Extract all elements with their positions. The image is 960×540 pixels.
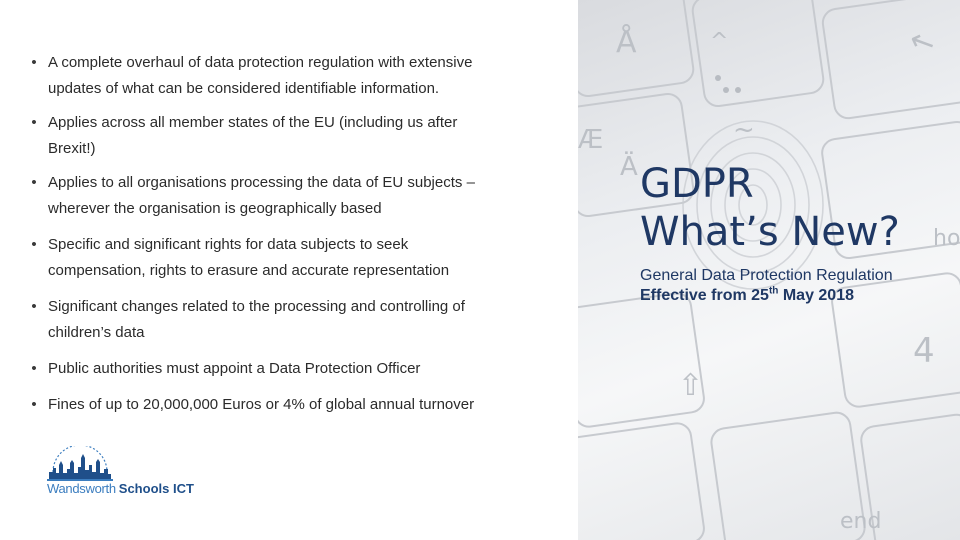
logo-suffix-text: Schools ICT [118, 481, 194, 496]
bullet-marker: • [31, 236, 37, 253]
list-item-line: Significant changes related to the processing and controlling of [48, 298, 465, 315]
bullet-marker: • [31, 174, 37, 191]
bullet-marker: • [31, 396, 37, 413]
key-tilde-icon: ~ [733, 115, 755, 145]
title-panel [578, 0, 960, 540]
title-block [640, 160, 950, 306]
key-a-umlaut-icon: Ä [620, 152, 638, 182]
key-caret-icon: ^ [710, 29, 729, 54]
bullet-marker: • [31, 114, 37, 131]
list-item-line: updates of what can be considered identifiable information. [48, 80, 440, 97]
list-item-line: A complete overhaul of data protection regulation with extensive [48, 54, 473, 71]
bullet-marker: • [31, 298, 37, 315]
list-item [28, 294, 548, 346]
list-item-line: Applies across all member states of the EU (including us after [48, 114, 458, 131]
logo-brand-text: Wandsworth [47, 481, 116, 496]
key-a-ring-icon: Å [616, 25, 637, 60]
skyline-logo-icon [45, 446, 115, 482]
list-item [28, 392, 548, 418]
bullet-marker: • [31, 54, 37, 71]
list-item [28, 232, 548, 284]
date-suffix: May 2018 [778, 287, 854, 304]
date-prefix: Effective from 25 [640, 287, 769, 304]
subtitle-date [640, 286, 950, 306]
list-item [28, 356, 548, 382]
list-item [28, 170, 548, 222]
key-four-icon: 4 [913, 331, 935, 371]
key-end-icon: end [840, 509, 882, 534]
bullet-marker: • [31, 360, 37, 377]
list-item-line: children’s data [48, 324, 145, 341]
list-item [28, 50, 548, 102]
list-item [28, 110, 548, 162]
subtitle [640, 266, 950, 306]
title-line: What’s New? [640, 209, 900, 255]
key-ae-icon: Æ [578, 125, 604, 155]
key-arrow-left-icon: ← [904, 21, 941, 64]
list-item-line: Brexit!) [48, 140, 96, 157]
list-item-line: Specific and significant rights for data subjects to seek [48, 236, 409, 253]
page-title [640, 160, 950, 256]
key-shift-icon: ⇧ [678, 368, 704, 403]
list-item-line: wherever the organisation is geographically based [48, 200, 382, 217]
wandsworth-schools-ict-logo [45, 446, 205, 502]
subtitle-line: General Data Protection Regulation [640, 267, 893, 284]
key-home-label-icon: ho [933, 226, 960, 251]
title-line: GDPR [640, 161, 754, 207]
list-item-line: Public authorities must appoint a Data Protection Officer [48, 360, 421, 377]
date-ordinal: th [768, 285, 779, 297]
list-item-line: compensation, rights to erasure and accurate representation [48, 262, 450, 279]
list-item-line: Fines of up to 20,000,000 Euros or 4% of global annual turnover [48, 396, 475, 413]
list-item-line: Applies to all organisations processing the data of EU subjects – [48, 174, 475, 191]
